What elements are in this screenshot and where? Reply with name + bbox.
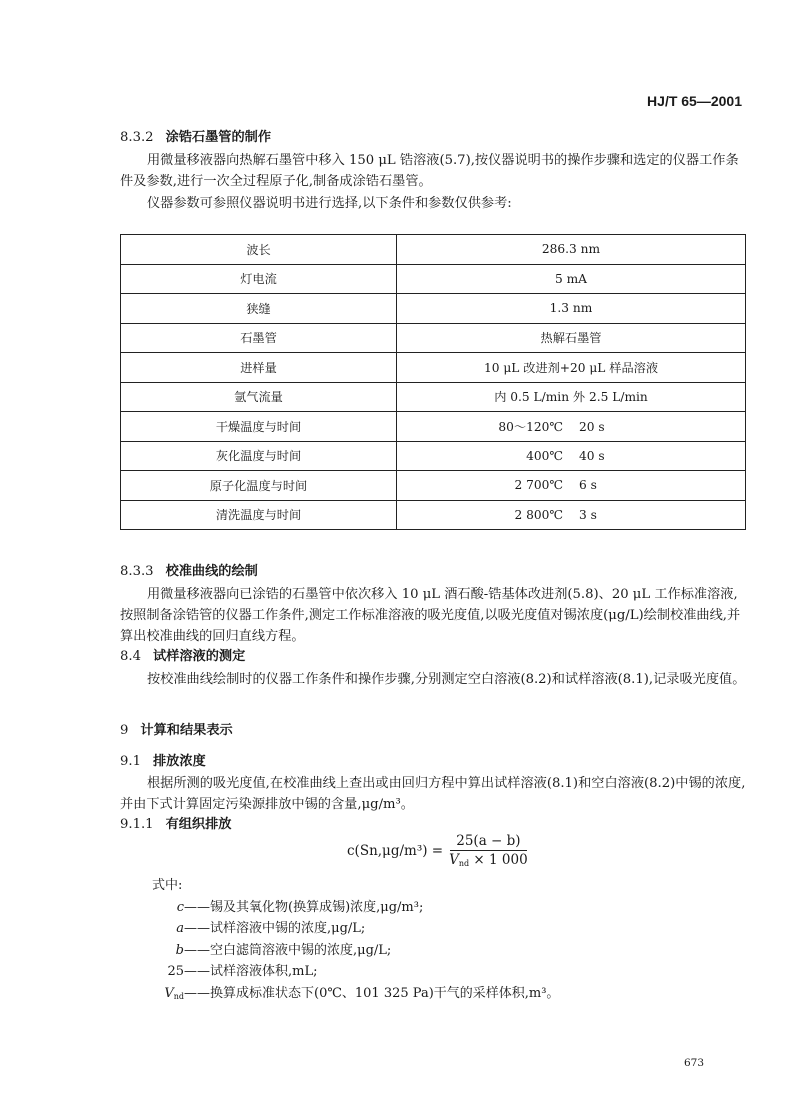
param-temperature: 2 800℃ bbox=[514, 507, 563, 522]
instrument-parameters-table bbox=[120, 234, 746, 530]
section-8-3-2-heading bbox=[120, 128, 271, 148]
definition-item bbox=[140, 897, 559, 919]
section-number: 8.3.3 bbox=[120, 564, 154, 579]
definition-symbol: c bbox=[176, 899, 184, 915]
table-row bbox=[121, 264, 746, 294]
section-title: 排放浓度 bbox=[152, 754, 206, 769]
section-8-3-2-paragraph-1: 用微量移液器向热解石墨管中移入 150 μL 锆溶液(5.7),按仪器说明书的操作步骤和选定的仪器工作条件及参数,进行一次全过程原子化,制备成涂锆石墨管。 bbox=[120, 153, 739, 189]
definition-text: ——换算成标准状态下(0℃、101 325 Pa)干气的采样体积,m³。 bbox=[184, 985, 560, 1001]
definition-text: ——试样溶液体积,mL; bbox=[184, 964, 318, 980]
param-label: 石墨管 bbox=[121, 323, 397, 353]
table-row bbox=[121, 441, 746, 471]
section-title: 计算和结果表示 bbox=[140, 723, 233, 738]
param-value bbox=[397, 500, 746, 530]
section-number: 8.4 bbox=[120, 649, 141, 664]
param-label: 氩气流量 bbox=[121, 382, 397, 412]
definition-item bbox=[140, 961, 559, 983]
definition-item bbox=[140, 940, 559, 962]
table-row bbox=[121, 412, 746, 442]
definition-symbol-var: V bbox=[164, 985, 174, 1001]
param-value bbox=[397, 412, 746, 442]
section-9-1-1-heading bbox=[120, 815, 232, 835]
section-8-3-3-paragraph: 用微量移液器向已涂锆的石墨管中依次移入 10 μL 酒石酸-锆基体改进剂(5.8)、20 μL 工作标准溶液,按照制备涂锆管的仪器工作条件,测定工作标准溶液的吸光度值,以吸光度值对锡浓度(μg/L)绘制校准曲线,并算出校准曲线的回归直线方程。 bbox=[120, 587, 741, 644]
section-title: 涂锆石墨管的制作 bbox=[165, 130, 272, 145]
param-label: 干燥温度与时间 bbox=[121, 412, 397, 442]
param-value: 内 0.5 L/min 外 2.5 L/min bbox=[397, 382, 746, 412]
definition-text: ——锡及其氧化物(换算成锡)浓度,μg/m³; bbox=[184, 899, 424, 915]
param-temperature: 80～120℃ bbox=[498, 419, 563, 434]
param-time: 20 s bbox=[579, 419, 605, 434]
param-value: 5 mA bbox=[397, 264, 746, 294]
param-label: 灯电流 bbox=[121, 264, 397, 294]
param-value: 热解石墨管 bbox=[397, 323, 746, 353]
section-8-4-paragraph: 按校准曲线绘制时的仪器工作条件和操作步骤,分别测定空白溶液(8.2)和试样溶液(8.1),记录吸光度值。 bbox=[147, 672, 746, 687]
section-number: 9 bbox=[120, 723, 129, 738]
param-value bbox=[397, 441, 746, 471]
section-number: 9.1 bbox=[120, 754, 141, 769]
section-number: 9.1.1 bbox=[120, 817, 154, 832]
section-title: 试样溶液的测定 bbox=[152, 649, 246, 664]
section-9-1-heading bbox=[120, 752, 206, 772]
symbol-definitions bbox=[140, 875, 559, 1008]
param-label: 清洗温度与时间 bbox=[121, 500, 397, 530]
definition-text: ——空白滤筒溶液中锡的浓度,μg/L; bbox=[184, 942, 392, 958]
formula-fraction bbox=[449, 833, 528, 868]
formula-den-sub: nd bbox=[458, 859, 470, 868]
formula-den-var: V bbox=[449, 852, 459, 868]
param-temperature: 2 700℃ bbox=[514, 478, 563, 493]
param-value: 1.3 nm bbox=[397, 294, 746, 324]
section-title: 校准曲线的绘制 bbox=[165, 564, 258, 579]
section-8-3-2-paragraph-2: 仪器参数可参照仪器说明书进行选择,以下条件和参数仅供参考: bbox=[147, 196, 512, 211]
param-temperature: 400℃ bbox=[526, 448, 563, 463]
concentration-formula bbox=[347, 833, 528, 868]
table-row bbox=[121, 471, 746, 501]
standard-code: HJ/T 65—2001 bbox=[647, 93, 742, 109]
section-number: 8.3.2 bbox=[120, 130, 154, 145]
definition-item bbox=[140, 983, 559, 1008]
param-time: 6 s bbox=[579, 478, 597, 493]
definition-text: ——试样溶液中锡的浓度,μg/L; bbox=[184, 921, 366, 937]
page-number: 673 bbox=[684, 1057, 705, 1069]
definition-symbol bbox=[140, 983, 184, 1008]
table-row bbox=[121, 500, 746, 530]
definitions-intro: 式中: bbox=[152, 878, 183, 893]
table-row bbox=[121, 353, 746, 383]
definition-symbol: 25 bbox=[167, 964, 184, 980]
formula-denominator bbox=[449, 851, 528, 868]
formula-numerator: 25(a − b) bbox=[450, 833, 526, 851]
formula-den-rest: × 1 000 bbox=[469, 852, 528, 868]
section-8-3-3-heading bbox=[120, 562, 258, 582]
param-label: 波长 bbox=[121, 235, 397, 265]
param-value: 10 μL 改进剂+20 μL 样品溶液 bbox=[397, 353, 746, 383]
table-row bbox=[121, 382, 746, 412]
section-8-4-heading bbox=[120, 647, 245, 667]
section-title: 有组织排放 bbox=[165, 817, 232, 832]
table-row bbox=[121, 294, 746, 324]
definition-item bbox=[140, 918, 559, 940]
definition-symbol: a bbox=[176, 921, 184, 937]
param-time: 3 s bbox=[579, 507, 597, 522]
section-9-heading bbox=[120, 721, 233, 741]
param-label: 原子化温度与时间 bbox=[121, 471, 397, 501]
param-label: 灰化温度与时间 bbox=[121, 441, 397, 471]
table-row bbox=[121, 235, 746, 265]
param-value: 286.3 nm bbox=[397, 235, 746, 265]
param-value bbox=[397, 471, 746, 501]
table-row bbox=[121, 323, 746, 353]
param-time: 40 s bbox=[579, 448, 605, 463]
definition-symbol-sub: nd bbox=[173, 991, 184, 1001]
formula-lhs: c(Sn,μg/m³) = bbox=[347, 842, 444, 859]
section-9-1-paragraph: 根据所测的吸光度值,在校准曲线上查出或由回归方程中算出试样溶液(8.1)和空白溶液(8.2)中锡的浓度,并由下式计算固定污染源排放中锡的含量,μg/m³。 bbox=[120, 776, 746, 812]
param-label: 进样量 bbox=[121, 353, 397, 383]
param-label: 狭缝 bbox=[121, 294, 397, 324]
definition-symbol: b bbox=[175, 942, 184, 958]
